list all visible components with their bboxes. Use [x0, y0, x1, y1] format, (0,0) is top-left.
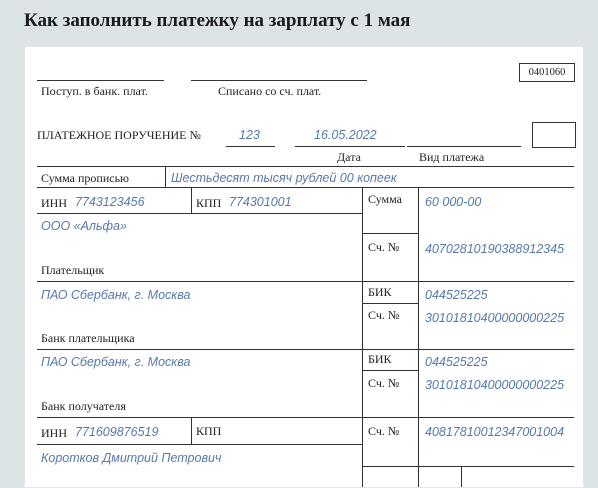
amount-words-divider	[165, 166, 166, 187]
order-number: 123	[239, 128, 260, 142]
recipient-bank-bik-label: БИК	[368, 352, 392, 366]
order-label: ПЛАТЕЖНОЕ ПОРУЧЕНИЕ №	[37, 128, 201, 142]
recipient-bank-bik-line	[362, 370, 418, 371]
payer-name: ООО «Альфа»	[41, 219, 127, 233]
payer-bank-bik-label: БИК	[368, 285, 392, 299]
received-label: Поступ. в банк. плат.	[41, 84, 148, 98]
bottom-cell-divider	[461, 466, 462, 487]
form-code: 0401060	[528, 67, 566, 78]
payment-type-line	[407, 146, 521, 147]
recipient-inn-kpp-divider	[191, 417, 192, 444]
recipient-bank-account-label: Сч. №	[368, 376, 400, 390]
page-title: Как заполнить платежку на зарплату с 1 мая	[24, 10, 411, 31]
amount-words-label: Сумма прописью	[41, 171, 130, 185]
payer-amount: 60 000-00	[425, 195, 482, 209]
payer-account-label: Сч. №	[368, 240, 400, 254]
order-date-line	[295, 146, 405, 147]
recipient-account-line	[362, 466, 574, 467]
order-date: 16.05.2022	[314, 128, 377, 142]
recipient-bank-name: ПАО Сбербанк, г. Москва	[41, 355, 191, 369]
payer-kpp: 774301001	[229, 195, 292, 209]
payer-bank-account-label: Сч. №	[368, 308, 400, 322]
payer-role-label: Плательщик	[41, 263, 105, 277]
received-line	[37, 80, 164, 81]
payer-bank-account: 30101810400000000225	[425, 311, 565, 325]
order-number-line	[226, 146, 275, 147]
recipient-bank-account: 30101810400000000225	[425, 378, 565, 392]
recipient-bank-bottom-line	[37, 417, 574, 418]
payment-type-label: Вид платежа	[419, 150, 485, 164]
right-col-divider	[418, 187, 419, 487]
recipient-bank-bik: 044525225	[425, 355, 488, 369]
recipient-account-label: Сч. №	[368, 424, 400, 438]
recipient-name: Коротков Дмитрий Петрович	[41, 451, 222, 465]
payer-inn: 7743123456	[75, 195, 145, 209]
amount-words-top-line	[37, 166, 574, 167]
payer-bottom-line	[37, 281, 574, 282]
recipient-inn-label: ИНН	[41, 426, 67, 440]
payer-account: 40702810190388912345	[425, 242, 565, 256]
main-divider	[362, 187, 363, 487]
payer-kpp-label: КПП	[196, 196, 222, 210]
payer-inn-line	[37, 213, 362, 214]
payer-bank-name: ПАО Сбербанк, г. Москва	[41, 288, 191, 302]
payer-amount-line	[362, 233, 418, 234]
recipient-kpp-label: КПП	[196, 424, 222, 438]
payer-bank-bottom-line	[37, 349, 574, 350]
debited-line	[191, 80, 367, 81]
payer-bank-bik: 044525225	[425, 288, 488, 302]
payer-bank-role-label: Банк плательщика	[41, 331, 135, 345]
debited-label: Списано со сч. плат.	[218, 84, 322, 98]
date-label: Дата	[337, 150, 361, 164]
payer-bank-bik-line	[362, 303, 418, 304]
payment-order-form	[24, 46, 584, 488]
payer-inn-label: ИНН	[41, 196, 67, 210]
form-code-box	[519, 63, 575, 82]
recipient-account: 40817810012347001004	[425, 425, 565, 439]
recipient-inn: 771609876519	[75, 425, 159, 439]
amount-words-value: Шестьдесят тысяч рублей 00 копеек	[171, 171, 397, 185]
recipient-bank-role-label: Банк получателя	[41, 399, 126, 413]
payer-amount-label: Сумма	[368, 192, 402, 206]
payer-inn-kpp-divider	[191, 187, 192, 213]
recipient-inn-line	[37, 444, 362, 445]
amount-words-bottom-line	[37, 187, 574, 188]
payment-type-box	[532, 122, 576, 148]
